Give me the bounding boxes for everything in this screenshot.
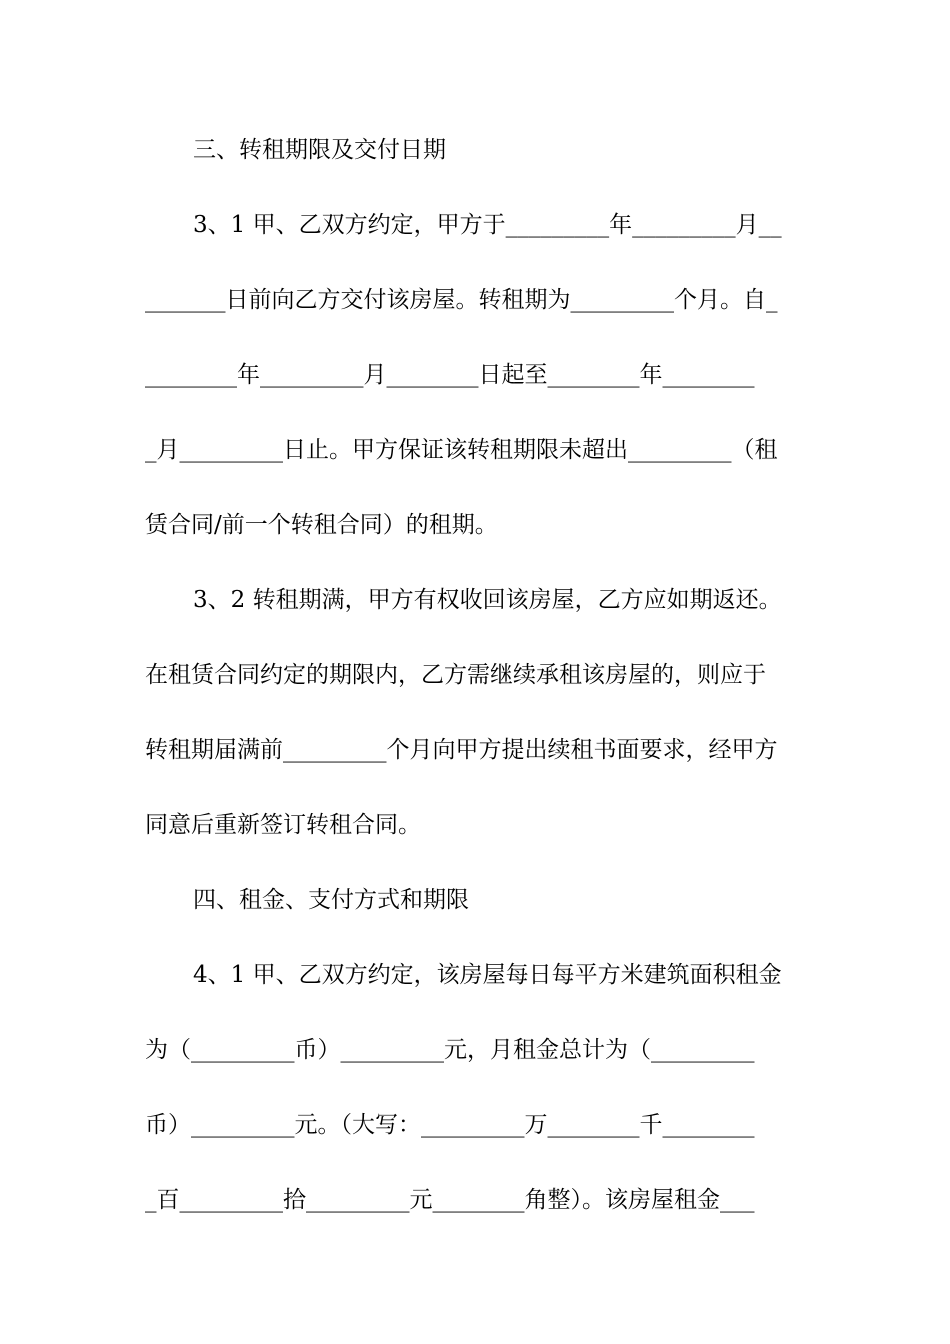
paragraph-line: 转租期届满前_________个月向甲方提出续租书面要求，经甲方 xyxy=(145,737,778,763)
paragraph-line: _百_________拾_________元________角整）。该房屋租金___ xyxy=(145,1187,755,1213)
section-heading-4: 四、租金、支付方式和期限 xyxy=(193,887,469,913)
paragraph-line: 3、1 甲、乙双方约定，甲方于_________年_________月__ xyxy=(193,212,782,238)
paragraph-line: _月_________日止。甲方保证该转租期限未超出_________（租 xyxy=(145,437,778,463)
paragraph-line: ________年_________月________日起至________年________ xyxy=(145,362,755,388)
paragraph-line: 币）_________元。（大写：_________万________千________ xyxy=(145,1112,755,1138)
paragraph-line: 赁合同/前一个转租合同）的租期。 xyxy=(145,512,498,538)
section-heading-3: 三、转租期限及交付日期 xyxy=(193,137,446,163)
paragraph-line: 为（_________币）_________元，月租金总计为（_________ xyxy=(145,1037,755,1063)
paragraph-line: _______日前向乙方交付该房屋。转租期为_________个月。自_ xyxy=(145,287,778,313)
paragraph-line: 在租赁合同约定的期限内，乙方需继续承租该房屋的，则应于 xyxy=(145,662,766,688)
paragraph-line: 同意后重新签订转租合同。 xyxy=(145,812,421,838)
paragraph-line: 4、1 甲、乙双方约定，该房屋每日每平方米建筑面积租金 xyxy=(193,962,782,988)
paragraph-line: 3、2 转租期满，甲方有权收回该房屋，乙方应如期返还。 xyxy=(193,587,782,613)
